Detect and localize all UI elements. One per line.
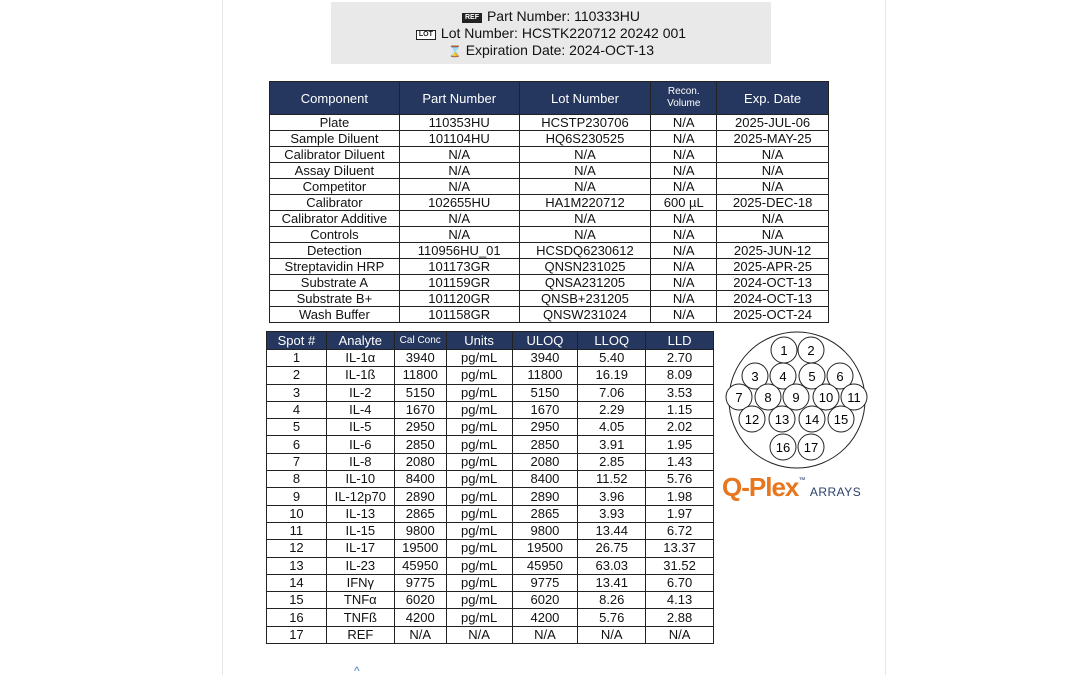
component-header-cell: Exp. Date: [717, 82, 829, 115]
component-cell: N/A: [651, 243, 717, 259]
spot-header-cell: Analyte: [326, 332, 394, 350]
spot-cell: 1.98: [646, 488, 714, 505]
component-cell: N/A: [519, 147, 651, 163]
spot-cell: 2950: [394, 419, 446, 436]
spot-cell: 9800: [394, 522, 446, 539]
spot-cell: 11800: [512, 367, 578, 384]
spot-cell: 6.72: [646, 522, 714, 539]
spot-cell: 2.29: [578, 401, 646, 418]
component-cell: HQ6S230525: [519, 131, 651, 147]
spot-header-cell: Units: [446, 332, 512, 350]
component-cell: Detection: [270, 243, 400, 259]
spot-cell: 4200: [512, 609, 578, 626]
spot-row: [267, 609, 714, 626]
component-row: [270, 115, 829, 131]
spot-cell: 11800: [394, 367, 446, 384]
component-cell: N/A: [519, 227, 651, 243]
component-cell: N/A: [399, 179, 519, 195]
spot-cell: 5150: [394, 384, 446, 401]
spot-cell: IL-8: [326, 453, 394, 470]
component-row: [270, 275, 829, 291]
spot-cell: N/A: [512, 626, 578, 643]
spot-row: [267, 505, 714, 522]
spot-row: [267, 574, 714, 591]
spot-cell: 3.93: [578, 505, 646, 522]
spot-label: 3: [751, 369, 759, 384]
component-header-cell: Component: [270, 82, 400, 115]
spot-cell: 2890: [394, 488, 446, 505]
part-number-text: Part Number: 110333HU: [486, 8, 641, 24]
spot-cell: 8: [267, 471, 327, 488]
ref-icon: REF: [462, 13, 482, 23]
spot-label: 13: [774, 412, 790, 427]
spot-cell: 13: [267, 557, 327, 574]
spot-cell: IL-4: [326, 401, 394, 418]
spot-label: 12: [744, 412, 760, 427]
component-cell: 101120GR: [399, 291, 519, 307]
component-row: [270, 211, 829, 227]
spot-cell: 7: [267, 453, 327, 470]
spot-cell: 5.40: [578, 350, 646, 367]
spot-cell: 14: [267, 574, 327, 591]
part-number-line: [331, 8, 771, 25]
spot-cell: IL-12p70: [326, 488, 394, 505]
spot-cell: pg/mL: [446, 488, 512, 505]
component-cell: 600 µL: [651, 195, 717, 211]
spot-cell: 6020: [394, 592, 446, 609]
component-cell: Calibrator Diluent: [270, 147, 400, 163]
component-cell: 101104HU: [399, 131, 519, 147]
spot-cell: IL-17: [326, 540, 394, 557]
component-cell: Substrate B+: [270, 291, 400, 307]
component-cell: QNSA231205: [519, 275, 651, 291]
hourglass-icon: ⌛: [447, 46, 462, 58]
component-cell: N/A: [651, 115, 717, 131]
component-row: [270, 147, 829, 163]
component-cell: N/A: [399, 147, 519, 163]
spot-row: [267, 557, 714, 574]
spot-header-cell: Spot #: [267, 332, 327, 350]
spot-cell: 4.05: [578, 419, 646, 436]
spot-cell: pg/mL: [446, 367, 512, 384]
spot-cell: 3.96: [578, 488, 646, 505]
component-cell: Competitor: [270, 179, 400, 195]
spot-label: 1: [780, 343, 788, 358]
spot-cell: 8400: [394, 471, 446, 488]
spot-cell: 4.13: [646, 592, 714, 609]
spot-row: [267, 488, 714, 505]
spot-row: [267, 453, 714, 470]
component-cell: 2025-APR-25: [717, 259, 829, 275]
spot-cell: 2080: [512, 453, 578, 470]
spot-cell: 9800: [512, 522, 578, 539]
component-cell: 102655HU: [399, 195, 519, 211]
component-cell: QNSB+231205: [519, 291, 651, 307]
component-cell: 101158GR: [399, 307, 519, 323]
component-cell: HCSTP230706: [519, 115, 651, 131]
spot-row: [267, 592, 714, 609]
spots-table: [266, 331, 714, 644]
component-row: [270, 259, 829, 275]
spot-cell: 3940: [394, 350, 446, 367]
spot-cell: IFNγ: [326, 574, 394, 591]
spot-cell: 17: [267, 626, 327, 643]
spot-cell: 19500: [394, 540, 446, 557]
spot-cell: IL-1α: [326, 350, 394, 367]
spot-header-cell: LLD: [646, 332, 714, 350]
spot-cell: 13.41: [578, 574, 646, 591]
spot-cell: 2890: [512, 488, 578, 505]
spot-cell: 15: [267, 592, 327, 609]
brand-name: Q-Plex: [722, 472, 799, 502]
spot-cell: 5.76: [646, 471, 714, 488]
spot-cell: 1: [267, 350, 327, 367]
spot-cell: pg/mL: [446, 419, 512, 436]
component-cell: Calibrator Additive: [270, 211, 400, 227]
spot-cell: pg/mL: [446, 350, 512, 367]
spot-cell: pg/mL: [446, 453, 512, 470]
component-row: [270, 163, 829, 179]
spot-cell: 4: [267, 401, 327, 418]
spot-cell: IL-5: [326, 419, 394, 436]
component-cell: N/A: [651, 227, 717, 243]
component-cell: N/A: [651, 211, 717, 227]
spot-cell: 1.43: [646, 453, 714, 470]
spot-cell: 5150: [512, 384, 578, 401]
component-cell: 101173GR: [399, 259, 519, 275]
component-cell: N/A: [717, 227, 829, 243]
spot-cell: pg/mL: [446, 471, 512, 488]
spot-cell: IL-2: [326, 384, 394, 401]
spot-cell: pg/mL: [446, 540, 512, 557]
component-cell: Calibrator: [270, 195, 400, 211]
lot-number-text: Lot Number: HCSTK220712 20242 001: [440, 25, 687, 41]
spot-cell: 6.70: [646, 574, 714, 591]
spot-cell: 2080: [394, 453, 446, 470]
spots-header-row: [267, 332, 714, 350]
spot-cell: 2950: [512, 419, 578, 436]
spot-cell: 6020: [512, 592, 578, 609]
spot-cell: 45950: [512, 557, 578, 574]
spot-cell: 3.53: [646, 384, 714, 401]
spot-cell: 2.02: [646, 419, 714, 436]
spot-cell: pg/mL: [446, 384, 512, 401]
component-row: [270, 291, 829, 307]
component-cell: N/A: [519, 211, 651, 227]
component-header-cell: Lot Number: [519, 82, 651, 115]
spot-cell: 10: [267, 505, 327, 522]
spot-cell: 8.09: [646, 367, 714, 384]
spot-label: 6: [836, 369, 844, 384]
component-cell: N/A: [717, 147, 829, 163]
component-cell: N/A: [519, 163, 651, 179]
spot-row: [267, 384, 714, 401]
component-cell: N/A: [651, 147, 717, 163]
spot-cell: N/A: [446, 626, 512, 643]
component-cell: N/A: [399, 163, 519, 179]
component-cell: N/A: [651, 291, 717, 307]
component-cell: Controls: [270, 227, 400, 243]
spot-cell: pg/mL: [446, 557, 512, 574]
spot-label: 7: [735, 390, 743, 405]
spot-cell: 16.19: [578, 367, 646, 384]
spot-cell: 5: [267, 419, 327, 436]
component-cell: HCSDQ6230612: [519, 243, 651, 259]
component-cell: 110956HU_01: [399, 243, 519, 259]
spot-row: [267, 436, 714, 453]
spot-cell: N/A: [394, 626, 446, 643]
spot-cell: 5.76: [578, 609, 646, 626]
spot-cell: pg/mL: [446, 522, 512, 539]
spot-cell: 9775: [512, 574, 578, 591]
component-cell: Sample Diluent: [270, 131, 400, 147]
spot-label: 5: [808, 369, 816, 384]
spot-label: 9: [792, 390, 800, 405]
spot-label: 11: [847, 390, 861, 405]
component-cell: N/A: [717, 163, 829, 179]
lot-icon: LOT: [416, 30, 436, 40]
spot-row: [267, 540, 714, 557]
component-cell: 2025-DEC-18: [717, 195, 829, 211]
spot-label: 17: [803, 440, 819, 455]
component-row: [270, 131, 829, 147]
component-header-cell: Recon. Volume: [651, 82, 717, 115]
brand-trademark: ™: [798, 477, 806, 484]
qplex-logo: [722, 472, 882, 504]
spot-label: 14: [804, 412, 820, 427]
spot-cell: pg/mL: [446, 436, 512, 453]
component-cell: N/A: [651, 259, 717, 275]
spot-cell: REF: [326, 626, 394, 643]
component-cell: Streptavidin HRP: [270, 259, 400, 275]
component-cell: N/A: [651, 275, 717, 291]
spot-cell: 16: [267, 609, 327, 626]
spot-cell: 12: [267, 540, 327, 557]
spot-cell: 1.15: [646, 401, 714, 418]
component-cell: Assay Diluent: [270, 163, 400, 179]
spot-cell: 8400: [512, 471, 578, 488]
component-cell: N/A: [651, 307, 717, 323]
expiration-line: [331, 42, 771, 61]
component-cell: N/A: [399, 211, 519, 227]
spot-cell: 19500: [512, 540, 578, 557]
spot-cell: TNFα: [326, 592, 394, 609]
spot-cell: 8.26: [578, 592, 646, 609]
component-cell: N/A: [717, 211, 829, 227]
spot-header-cell: LLOQ: [578, 332, 646, 350]
spot-label: 15: [833, 412, 849, 427]
spot-cell: 2865: [394, 505, 446, 522]
brand-suffix: ARRAYS: [809, 485, 862, 499]
component-row: [270, 227, 829, 243]
spot-cell: pg/mL: [446, 401, 512, 418]
component-cell: 2024-OCT-13: [717, 275, 829, 291]
components-table: [269, 81, 829, 323]
spot-header-cell: ULOQ: [512, 332, 578, 350]
component-cell: N/A: [399, 227, 519, 243]
spot-cell: 45950: [394, 557, 446, 574]
component-cell: 2025-MAY-25: [717, 131, 829, 147]
component-row: [270, 243, 829, 259]
spot-cell: IL-13: [326, 505, 394, 522]
component-cell: Plate: [270, 115, 400, 131]
component-cell: N/A: [717, 179, 829, 195]
component-cell: 2025-JUL-06: [717, 115, 829, 131]
spot-row: [267, 471, 714, 488]
spot-label: 2: [807, 343, 815, 358]
spot-cell: 2: [267, 367, 327, 384]
spot-cell: 11: [267, 522, 327, 539]
spot-cell: IL-1ß: [326, 367, 394, 384]
component-cell: QNSW231024: [519, 307, 651, 323]
spot-cell: 4200: [394, 609, 446, 626]
spot-cell: IL-10: [326, 471, 394, 488]
spot-cell: pg/mL: [446, 609, 512, 626]
spot-cell: pg/mL: [446, 574, 512, 591]
spot-cell: 13.44: [578, 522, 646, 539]
spot-cell: 63.03: [578, 557, 646, 574]
spot-cell: 2865: [512, 505, 578, 522]
component-header-cell: Part Number: [399, 82, 519, 115]
spot-cell: 2850: [512, 436, 578, 453]
component-cell: 2024-OCT-13: [717, 291, 829, 307]
spot-row: [267, 401, 714, 418]
kit-info-header: [331, 2, 771, 64]
spot-cell: TNFß: [326, 609, 394, 626]
component-cell: Wash Buffer: [270, 307, 400, 323]
component-cell: 110353HU: [399, 115, 519, 131]
scroll-up-icon[interactable]: ^: [354, 664, 360, 678]
component-row: [270, 195, 829, 211]
component-cell: 2025-OCT-24: [717, 307, 829, 323]
spot-cell: 9775: [394, 574, 446, 591]
spot-map-diagram: [722, 330, 872, 470]
spot-cell: 26.75: [578, 540, 646, 557]
component-cell: N/A: [651, 179, 717, 195]
spot-label: 8: [764, 390, 772, 405]
spot-cell: 2850: [394, 436, 446, 453]
spot-header-cell: Cal Conc: [394, 332, 446, 350]
component-cell: QNSN231025: [519, 259, 651, 275]
component-row: [270, 307, 829, 323]
spot-cell: 13.37: [646, 540, 714, 557]
component-cell: N/A: [651, 131, 717, 147]
component-cell: N/A: [519, 179, 651, 195]
spot-cell: N/A: [646, 626, 714, 643]
spot-cell: pg/mL: [446, 505, 512, 522]
spot-cell: 1.95: [646, 436, 714, 453]
spot-label: 10: [818, 390, 834, 405]
spot-cell: 1670: [512, 401, 578, 418]
spot-row: [267, 626, 714, 643]
spot-cell: 6: [267, 436, 327, 453]
spot-row: [267, 350, 714, 367]
lot-number-line: [331, 25, 771, 42]
spot-label: 4: [779, 369, 787, 384]
spot-cell: 1.97: [646, 505, 714, 522]
spot-cell: 2.70: [646, 350, 714, 367]
spot-cell: 9: [267, 488, 327, 505]
expiration-text: Expiration Date: 2024-OCT-13: [465, 42, 655, 58]
spot-cell: 3.91: [578, 436, 646, 453]
spot-cell: 1670: [394, 401, 446, 418]
component-cell: HA1M220712: [519, 195, 651, 211]
spot-cell: IL-15: [326, 522, 394, 539]
component-row: [270, 179, 829, 195]
components-header-row: [270, 82, 829, 115]
spot-cell: 7.06: [578, 384, 646, 401]
component-cell: 101159GR: [399, 275, 519, 291]
spot-cell: N/A: [578, 626, 646, 643]
component-cell: 2025-JUN-12: [717, 243, 829, 259]
spot-cell: pg/mL: [446, 592, 512, 609]
spot-label: 16: [775, 440, 791, 455]
spot-cell: 3: [267, 384, 327, 401]
spot-row: [267, 367, 714, 384]
spot-cell: 2.88: [646, 609, 714, 626]
spot-cell: IL-23: [326, 557, 394, 574]
component-cell: Substrate A: [270, 275, 400, 291]
spot-cell: IL-6: [326, 436, 394, 453]
spot-cell: 11.52: [578, 471, 646, 488]
spot-row: [267, 522, 714, 539]
spot-cell: 3940: [512, 350, 578, 367]
component-cell: N/A: [651, 163, 717, 179]
spot-row: [267, 419, 714, 436]
spot-cell: 2.85: [578, 453, 646, 470]
spot-cell: 31.52: [646, 557, 714, 574]
